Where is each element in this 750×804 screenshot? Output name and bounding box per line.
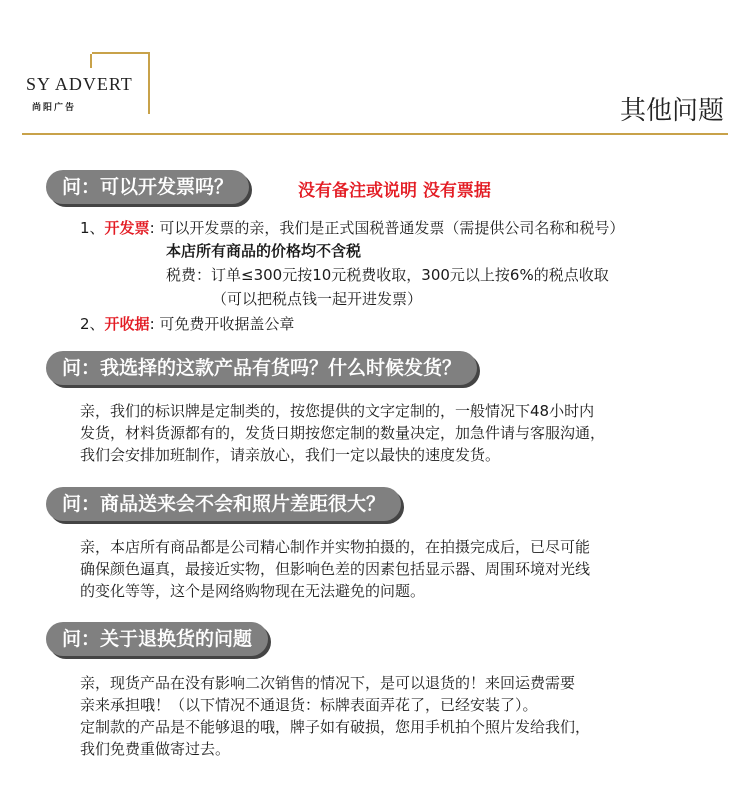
question-invoice-note: 没有备注或说明 没有票据 — [298, 181, 491, 201]
answer-line: 亲来承担哦！（以下情况不通退货：标牌表面弄花了，已经安装了）。 — [80, 696, 538, 714]
answer-photo — [80, 536, 590, 602]
question-returns: 问：关于退换货的问题 — [46, 622, 268, 656]
answer-returns — [80, 672, 590, 760]
answer-line: 发货，材料货源都有的，发货日期按您定制的数量决定，加急件请与客服沟通， — [80, 424, 606, 442]
item-number: 1、 — [80, 219, 105, 237]
answer-line: 我们会安排加班制作，请亲放心，我们一定以最快的速度发货。 — [80, 446, 501, 464]
tax-fee-note: （可以把税点钱一起开进发票） — [212, 290, 423, 308]
answer-line: 亲，我们的标识牌是定制类的，按您提供的文字定制的，一般情况下48小时内 — [80, 402, 595, 420]
question-invoice: 问：可以开发票吗？ — [46, 170, 249, 204]
logo-name: SY ADVERT — [26, 74, 133, 94]
answer-line: 确保颜色逼真，最接近实物，但影响色差的因素包括显示器、周围环境对光线 — [80, 560, 591, 578]
answer-line: 亲，本店所有商品都是公司精心制作并实物拍摄的，在拍摄完成后，已尽可能 — [80, 538, 591, 556]
page-title: 其他问题 — [619, 96, 724, 126]
invoice-item-2 — [80, 313, 294, 335]
invoice-item-1 — [80, 217, 624, 239]
answer-line: 亲，现货产品在没有影响二次销售的情况下，是可以退货的！来回运费需要 — [80, 674, 576, 692]
tax-notice: 本店所有商品的价格均不含税 — [166, 242, 362, 260]
item-text: : 可免费开收据盖公章 — [149, 315, 295, 333]
answer-line: 我们免费重做寄过去。 — [80, 740, 231, 758]
answer-stock — [80, 400, 605, 466]
question-photo: 问：商品送来会不会和照片差距很大？ — [46, 487, 401, 521]
tax-fee-rule: 税费：订单≤300元按10元税费收取，300元以上按6%的税点收取 — [166, 266, 609, 284]
answer-line: 定制款的产品是不能够退的哦，牌子如有破损，您用手机拍个照片发给我们， — [80, 718, 591, 736]
question-stock: 问：我选择的这款产品有货吗？什么时候发货？ — [46, 351, 477, 385]
title-divider — [22, 133, 728, 135]
item-label: 开发票 — [104, 219, 150, 237]
brand-logo — [22, 52, 152, 116]
item-label: 开收据 — [104, 315, 150, 333]
answer-line: 的变化等等，这个是网络购物现在无法避免的问题。 — [80, 582, 426, 600]
item-number: 2、 — [80, 315, 105, 333]
logo-subtitle: 尚阳广告 — [32, 103, 77, 113]
item-text: : 可以开发票的亲，我们是正式国税普通发票（需提供公司名称和税号） — [149, 219, 625, 237]
